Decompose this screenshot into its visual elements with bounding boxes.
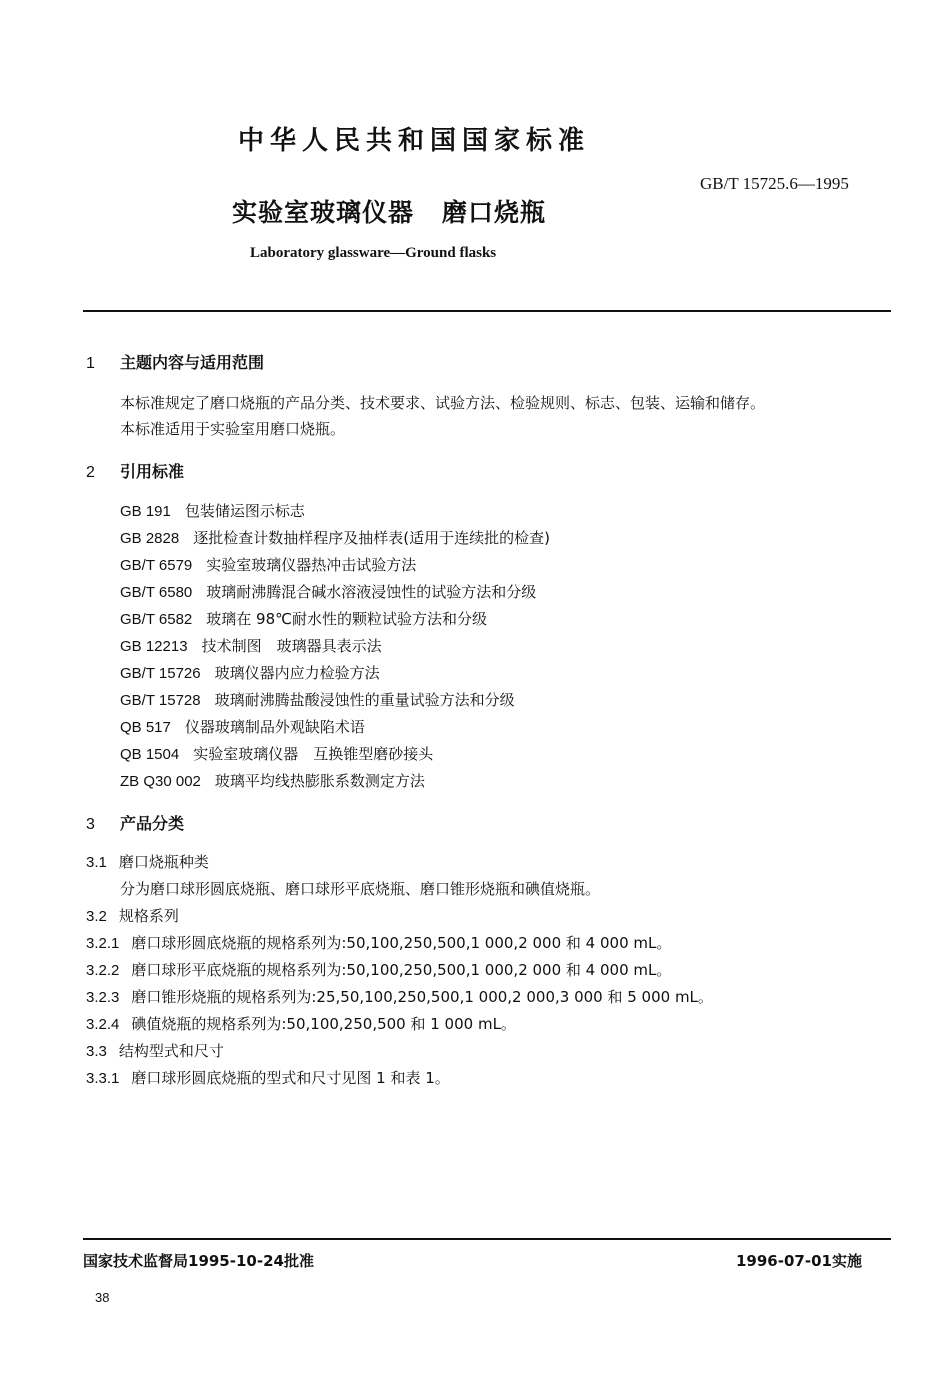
clause-number: 3.3 xyxy=(86,1043,107,1060)
section-3-heading xyxy=(86,811,184,834)
reference-item xyxy=(120,716,365,737)
section-number: 2 xyxy=(86,464,95,481)
reference-code: GB/T 6580 xyxy=(120,584,193,601)
reference-code: ZB Q30 002 xyxy=(120,773,201,790)
reference-title: 玻璃仪器内应力检验方法 xyxy=(214,664,380,682)
reference-item xyxy=(120,662,380,683)
paragraph: 本标准规定了磨口烧瓶的产品分类、技术要求、试验方法、检验规则、标志、包装、运输和储存。 xyxy=(120,394,766,412)
clause-item xyxy=(86,1067,450,1088)
reference-item xyxy=(120,770,425,791)
clause-text: 碘值烧瓶的规格系列为:50,100,250,500 和 1 000 mL。 xyxy=(131,1015,516,1033)
reference-item xyxy=(120,635,382,656)
reference-item xyxy=(120,608,487,629)
reference-code: QB 517 xyxy=(120,719,171,736)
reference-item xyxy=(120,581,536,602)
standard-code: GB/T 15725.6—1995 xyxy=(700,174,849,193)
clause-number: 3.2.2 xyxy=(86,962,120,979)
approval-statement: 国家技术监督局1995-10-24批准 xyxy=(83,1252,314,1270)
clause-number: 3.2.4 xyxy=(86,1016,120,1033)
reference-title: 玻璃耐沸腾盐酸浸蚀性的重量试验方法和分级 xyxy=(214,691,515,709)
title-part2: 磨口烧瓶 xyxy=(442,198,547,227)
reference-title: 玻璃平均线热膨胀系数测定方法 xyxy=(214,772,425,790)
section-title: 主题内容与适用范围 xyxy=(120,353,265,372)
paragraph: 分为磨口球形圆底烧瓶、磨口球形平底烧瓶、磨口锥形烧瓶和碘值烧瓶。 xyxy=(120,880,601,898)
reference-title: 技术制图 玻璃器具表示法 xyxy=(201,637,382,655)
title-part1: 实验室玻璃仪器 xyxy=(232,198,415,227)
reference-item xyxy=(120,527,550,548)
header-divider xyxy=(83,310,891,312)
section-number: 1 xyxy=(86,355,95,372)
section-title: 引用标准 xyxy=(120,462,185,481)
reference-title: 逐批检查计数抽样程序及抽样表(适用于连续批的检查) xyxy=(193,529,550,547)
section-1-heading xyxy=(86,350,264,373)
reference-item xyxy=(120,554,416,575)
clause-number: 3.2 xyxy=(86,908,107,925)
clause-title: 规格系列 xyxy=(118,907,179,925)
reference-title: 包装储运图示标志 xyxy=(184,502,305,520)
reference-item xyxy=(120,500,305,521)
clause-item xyxy=(86,959,671,980)
reference-code: GB 2828 xyxy=(120,530,180,547)
reference-code: GB/T 6582 xyxy=(120,611,193,628)
clause-item xyxy=(86,932,671,953)
page-number: 38 xyxy=(95,1290,110,1305)
reference-title: 实验室玻璃仪器 互换锥型磨砂接头 xyxy=(193,745,434,763)
clause-item xyxy=(86,986,713,1007)
document-title xyxy=(232,193,546,229)
reference-title: 实验室玻璃仪器热冲击试验方法 xyxy=(206,556,417,574)
clause-text: 磨口球形平底烧瓶的规格系列为:50,100,250,500,1 000,2 000 和 4 000 mL。 xyxy=(131,961,672,979)
clause-number: 3.1 xyxy=(86,854,107,871)
reference-code: GB/T 15726 xyxy=(120,665,201,682)
clause-text: 磨口球形圆底烧瓶的型式和尺寸见图 1 和表 1。 xyxy=(131,1069,450,1087)
clause-text: 磨口球形圆底烧瓶的规格系列为:50,100,250,500,1 000,2 000 和 4 000 mL。 xyxy=(131,934,672,952)
standard-title: 中华人民共和国国家标准 xyxy=(238,126,591,156)
reference-code: GB 12213 xyxy=(120,638,188,655)
clause-heading xyxy=(86,851,209,872)
section-title: 产品分类 xyxy=(120,814,185,833)
reference-code: GB 191 xyxy=(120,503,171,520)
implementation-date: 1996-07-01实施 xyxy=(736,1252,862,1270)
reference-code: GB/T 15728 xyxy=(120,692,201,709)
section-2-heading xyxy=(86,459,184,482)
clause-number: 3.3.1 xyxy=(86,1070,120,1087)
reference-item xyxy=(120,743,433,764)
paragraph: 本标准适用于实验室用磨口烧瓶。 xyxy=(120,420,346,438)
clause-title: 磨口烧瓶种类 xyxy=(118,853,209,871)
reference-code: GB/T 6579 xyxy=(120,557,193,574)
reference-title: 玻璃耐沸腾混合碱水溶液浸蚀性的试验方法和分级 xyxy=(206,583,537,601)
clause-item xyxy=(86,1013,516,1034)
clause-title: 结构型式和尺寸 xyxy=(118,1042,224,1060)
reference-title: 仪器玻璃制品外观缺陷术语 xyxy=(184,718,365,736)
reference-title: 玻璃在 98℃耐水性的颗粒试验方法和分级 xyxy=(206,610,487,628)
footer-divider xyxy=(83,1238,891,1240)
section-number: 3 xyxy=(86,816,95,833)
clause-heading xyxy=(86,905,179,926)
clause-number: 3.2.3 xyxy=(86,989,120,1006)
document-title-en: Laboratory glassware—Ground flasks xyxy=(250,245,497,261)
clause-number: 3.2.1 xyxy=(86,935,120,952)
reference-item xyxy=(120,689,515,710)
clause-text: 磨口锥形烧瓶的规格系列为:25,50,100,250,500,1 000,2 000,3 000 和 5 000 mL。 xyxy=(131,988,713,1006)
clause-heading xyxy=(86,1040,224,1061)
reference-code: QB 1504 xyxy=(120,746,180,763)
